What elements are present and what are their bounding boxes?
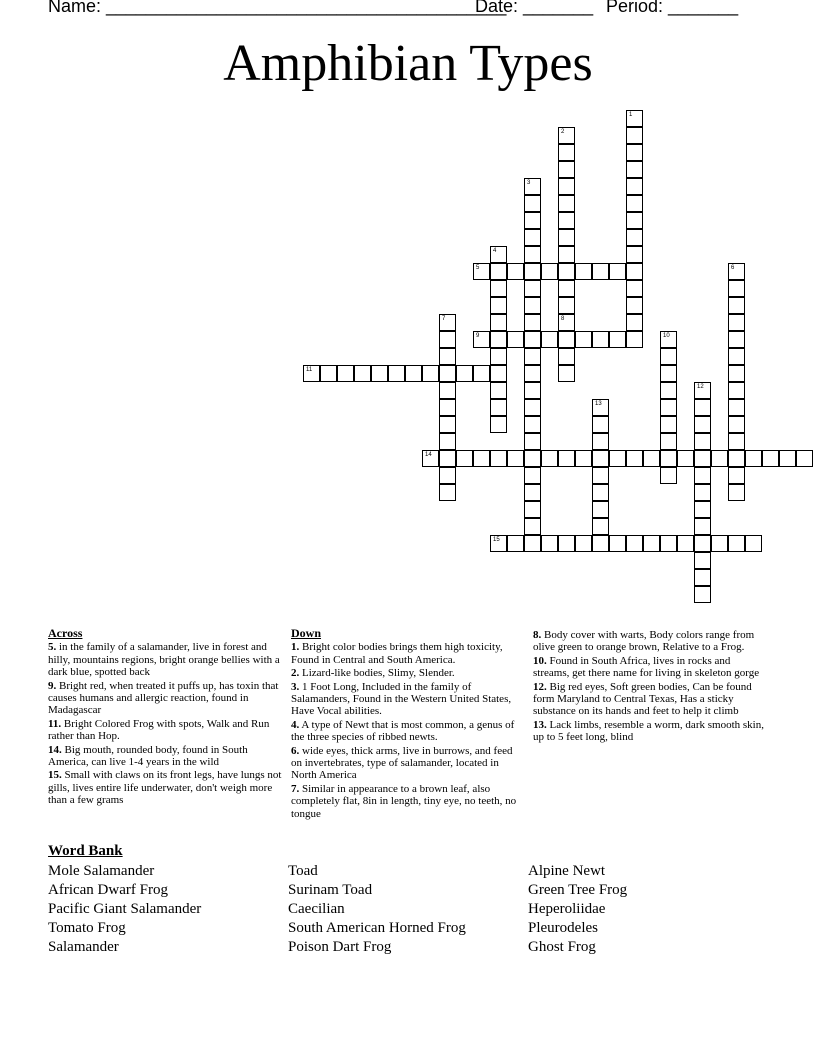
clue-item xyxy=(533,681,768,718)
crossword-cell[interactable] xyxy=(422,365,439,382)
crossword-cell[interactable] xyxy=(626,314,643,331)
word-bank-column-2 xyxy=(288,862,466,957)
crossword-cell[interactable] xyxy=(473,263,490,280)
clue-item xyxy=(291,681,523,718)
crossword-cell[interactable] xyxy=(473,450,490,467)
crossword-cell[interactable] xyxy=(728,484,745,501)
crossword-cell[interactable] xyxy=(490,280,507,297)
clue-item-number: 14. xyxy=(48,743,62,756)
word-bank-item: Heperoliidae xyxy=(528,901,606,917)
crossword-cell[interactable] xyxy=(558,535,575,552)
crossword-cell[interactable] xyxy=(558,263,575,280)
crossword-cell[interactable] xyxy=(524,246,541,263)
crossword-cell[interactable] xyxy=(558,212,575,229)
clue-item-number: 4. xyxy=(291,718,300,731)
crossword-cell[interactable] xyxy=(728,535,745,552)
crossword-cell[interactable] xyxy=(609,331,626,348)
crossword-cell[interactable] xyxy=(524,467,541,484)
crossword-cell[interactable] xyxy=(677,535,694,552)
clue-item-number: 13. xyxy=(533,718,547,731)
crossword-cell[interactable] xyxy=(609,535,626,552)
clue-item-text: Bright Colored Frog with spots, Walk and Run rather than Hop. xyxy=(48,717,270,743)
crossword-cell[interactable] xyxy=(694,586,711,603)
crossword-cell[interactable] xyxy=(762,450,779,467)
clue-item-text: Body cover with warts, Body colors range from olive green to orange brown, Relative to a Frog. xyxy=(533,629,755,654)
crossword-cell[interactable] xyxy=(507,331,524,348)
down-clues-continued xyxy=(533,629,768,745)
clue-item-number: 8. xyxy=(533,629,542,641)
crossword-cell[interactable] xyxy=(592,433,609,450)
crossword-cell[interactable] xyxy=(592,467,609,484)
crossword-cell[interactable] xyxy=(694,501,711,518)
crossword-cell[interactable] xyxy=(524,297,541,314)
crossword-cell[interactable] xyxy=(524,433,541,450)
clue-item-number: 7. xyxy=(291,782,300,795)
word-bank-item: Green Tree Frog xyxy=(528,882,628,898)
crossword-cell[interactable] xyxy=(558,246,575,263)
crossword-cell[interactable] xyxy=(660,348,677,365)
crossword-cell[interactable] xyxy=(490,535,507,552)
crossword-cell[interactable] xyxy=(626,178,643,195)
clue-item xyxy=(533,719,768,744)
crossword-cell[interactable] xyxy=(524,382,541,399)
crossword-cell[interactable] xyxy=(626,263,643,280)
crossword-cell[interactable] xyxy=(626,229,643,246)
crossword-cell[interactable] xyxy=(524,331,541,348)
clue-item-number: 6. xyxy=(291,744,300,757)
crossword-cell[interactable] xyxy=(626,144,643,161)
crossword-cell[interactable] xyxy=(694,484,711,501)
crossword-cell[interactable] xyxy=(303,365,320,382)
crossword-cell[interactable] xyxy=(609,263,626,280)
crossword-cell[interactable] xyxy=(575,263,592,280)
crossword-cell[interactable] xyxy=(524,399,541,416)
crossword-cell[interactable] xyxy=(490,246,507,263)
crossword-cell[interactable] xyxy=(524,450,541,467)
crossword-cell[interactable] xyxy=(558,195,575,212)
crossword-cell[interactable] xyxy=(490,348,507,365)
crossword-cell[interactable] xyxy=(660,450,677,467)
crossword-cell[interactable] xyxy=(456,365,473,382)
word-bank-item: Ghost Frog xyxy=(528,939,596,955)
crossword-cell[interactable] xyxy=(728,365,745,382)
word-bank-item: Poison Dart Frog xyxy=(288,939,392,955)
crossword-cell[interactable] xyxy=(524,280,541,297)
clue-number: 8 xyxy=(561,316,565,322)
crossword-cell[interactable] xyxy=(439,365,456,382)
crossword-cell[interactable] xyxy=(728,450,745,467)
word-bank-heading: Word Bank xyxy=(48,843,123,859)
page-title: Amphibian Types xyxy=(223,35,593,92)
word-bank-column-3 xyxy=(528,862,627,957)
word-bank-column-1 xyxy=(48,862,201,957)
crossword-cell[interactable] xyxy=(694,467,711,484)
clue-item-text: Similar in appearance to a brown leaf, also completely flat, 8in in length, tiny eye, no teeth, no tongue xyxy=(291,782,517,820)
crossword-cell[interactable] xyxy=(660,416,677,433)
crossword-cell[interactable] xyxy=(524,348,541,365)
crossword-cell[interactable] xyxy=(490,314,507,331)
crossword-cell[interactable] xyxy=(575,331,592,348)
crossword-cell[interactable] xyxy=(796,450,813,467)
crossword-cell[interactable] xyxy=(592,501,609,518)
crossword-cell[interactable] xyxy=(626,450,643,467)
crossword-cell[interactable] xyxy=(507,450,524,467)
crossword-cell[interactable] xyxy=(694,535,711,552)
clue-number: 11 xyxy=(306,367,313,373)
clue-item-text: in the family of a salamander, live in forest and hilly, mountains regions, bright orange bellies with a dark blue, spotted back xyxy=(48,641,280,679)
crossword-cell[interactable] xyxy=(694,416,711,433)
crossword-cell[interactable] xyxy=(439,416,456,433)
clue-item-text: wide eyes, thick arms, live in burrows, and feed on invertebrates, type of salamander, located in North America xyxy=(291,744,513,782)
clue-number: 3 xyxy=(527,180,531,186)
crossword-cell[interactable] xyxy=(592,399,609,416)
crossword-cell[interactable] xyxy=(694,399,711,416)
crossword-cell[interactable] xyxy=(524,501,541,518)
crossword-cell[interactable] xyxy=(575,450,592,467)
date-field: Date: _______ xyxy=(475,0,594,16)
word-bank-item: Caecilian xyxy=(288,901,345,917)
word-bank-item: Alpine Newt xyxy=(528,863,606,879)
crossword-cell[interactable] xyxy=(575,535,592,552)
clue-item xyxy=(533,629,768,654)
crossword-cell[interactable] xyxy=(745,450,762,467)
crossword-cell[interactable] xyxy=(660,467,677,484)
clue-item-text: Small with claws on its front legs, have lungs not gills, lives entire life underwater, don't weigh more than a few grams xyxy=(48,769,282,807)
crossword-cell[interactable] xyxy=(609,450,626,467)
crossword-cell[interactable] xyxy=(490,450,507,467)
crossword-cell[interactable] xyxy=(626,195,643,212)
clue-item xyxy=(291,641,523,666)
crossword-cell[interactable] xyxy=(711,535,728,552)
clue-item-text: A type of Newt that is most common, a genus of the three species of ribbed newts. xyxy=(291,718,515,744)
crossword-cell[interactable] xyxy=(694,382,711,399)
crossword-cell[interactable] xyxy=(524,314,541,331)
word-bank-item: South American Horned Frog xyxy=(288,920,466,936)
clue-number: 2 xyxy=(561,129,565,135)
clue-number: 13 xyxy=(595,401,602,407)
clue-item-number: 5. xyxy=(48,641,57,654)
crossword-cell[interactable] xyxy=(728,382,745,399)
crossword-cell[interactable] xyxy=(592,518,609,535)
clue-number: 7 xyxy=(442,316,446,322)
crossword-cell[interactable] xyxy=(490,416,507,433)
crossword-cell[interactable] xyxy=(473,365,490,382)
clue-item-number: 2. xyxy=(291,667,300,680)
crossword-cell[interactable] xyxy=(592,331,609,348)
word-bank-item: Salamander xyxy=(48,939,119,955)
word-bank-item: Toad xyxy=(288,863,318,879)
crossword-cell[interactable] xyxy=(558,365,575,382)
crossword-cell[interactable] xyxy=(558,331,575,348)
clue-item-text: Found in South Africa, lives in rocks and streams, get there name for living in skeleton gorge xyxy=(533,654,760,680)
crossword-cell[interactable] xyxy=(660,399,677,416)
crossword-cell[interactable] xyxy=(456,450,473,467)
crossword-cell[interactable] xyxy=(439,331,456,348)
crossword-cell[interactable] xyxy=(694,569,711,586)
down-clues xyxy=(291,627,523,821)
clue-number: 5 xyxy=(476,265,480,271)
crossword-cell[interactable] xyxy=(626,297,643,314)
word-bank-item: Pleurodeles xyxy=(528,920,598,936)
crossword-cell[interactable] xyxy=(524,518,541,535)
clue-item xyxy=(48,744,283,769)
crossword-cell[interactable] xyxy=(337,365,354,382)
crossword-cell[interactable] xyxy=(439,348,456,365)
crossword-cell[interactable] xyxy=(558,297,575,314)
crossword-cell[interactable] xyxy=(439,467,456,484)
clue-item xyxy=(291,667,523,679)
word-bank-item: African Dwarf Frog xyxy=(48,882,168,898)
clue-number: 1 xyxy=(629,112,633,118)
crossword-cell[interactable] xyxy=(694,552,711,569)
crossword-cell[interactable] xyxy=(473,331,490,348)
crossword-cell[interactable] xyxy=(626,331,643,348)
crossword-cell[interactable] xyxy=(660,382,677,399)
clue-number: 6 xyxy=(731,265,735,271)
crossword-cell[interactable] xyxy=(439,314,456,331)
crossword-cell[interactable] xyxy=(371,365,388,382)
clue-item xyxy=(291,783,523,820)
clue-item xyxy=(48,680,283,717)
clue-number: 12 xyxy=(697,384,704,390)
down-heading: Down xyxy=(291,626,322,640)
crossword-cell[interactable] xyxy=(541,535,558,552)
crossword-cell[interactable] xyxy=(490,297,507,314)
crossword-cell[interactable] xyxy=(439,382,456,399)
crossword-cell[interactable] xyxy=(439,399,456,416)
crossword-cell[interactable] xyxy=(728,331,745,348)
clue-item-text: Bright red, when treated it puffs up, has toxin that causes humans and allergic reaction, found in Madagascar xyxy=(48,679,279,717)
clue-item-text: 1 Foot Long, Included in the family of Salamanders, Found in the Western United States, Have Vocal abilities. xyxy=(291,680,512,718)
crossword-cell[interactable] xyxy=(524,212,541,229)
crossword-cell[interactable] xyxy=(626,280,643,297)
clue-item-number: 11. xyxy=(48,717,62,730)
crossword-cell[interactable] xyxy=(490,331,507,348)
clue-item-number: 12. xyxy=(533,680,547,693)
crossword-cell[interactable] xyxy=(660,433,677,450)
crossword-cell[interactable] xyxy=(507,263,524,280)
crossword-cell[interactable] xyxy=(592,535,609,552)
clue-item xyxy=(533,655,768,680)
clue-item-text: Lack limbs, resemble a worm, dark smooth skin, up to 5 feet long, blind xyxy=(533,718,764,744)
period-field: Period: _______ xyxy=(606,0,739,16)
word-bank-item: Mole Salamander xyxy=(48,863,155,879)
crossword-cell[interactable] xyxy=(626,127,643,144)
crossword-cell[interactable] xyxy=(592,484,609,501)
crossword-cell[interactable] xyxy=(422,450,439,467)
crossword-cell[interactable] xyxy=(558,178,575,195)
crossword-cell[interactable] xyxy=(439,484,456,501)
crossword-cell[interactable] xyxy=(524,263,541,280)
clue-number: 14 xyxy=(425,452,432,458)
crossword-cell[interactable] xyxy=(524,178,541,195)
crossword-cell[interactable] xyxy=(558,280,575,297)
crossword-cell[interactable] xyxy=(388,365,405,382)
crossword-cell[interactable] xyxy=(660,365,677,382)
crossword-cell[interactable] xyxy=(320,365,337,382)
crossword-cell[interactable] xyxy=(728,399,745,416)
crossword-cell[interactable] xyxy=(524,484,541,501)
clue-item xyxy=(291,745,523,782)
crossword-cell[interactable] xyxy=(728,280,745,297)
clue-item-number: 3. xyxy=(291,680,300,693)
crossword-cell[interactable] xyxy=(524,535,541,552)
clue-item xyxy=(48,718,283,743)
crossword-cell[interactable] xyxy=(626,110,643,127)
clue-number: 15 xyxy=(493,537,500,543)
crossword-cell[interactable] xyxy=(541,263,558,280)
crossword-cell[interactable] xyxy=(728,314,745,331)
crossword-cell[interactable] xyxy=(541,450,558,467)
crossword-cell[interactable] xyxy=(558,161,575,178)
crossword-cell[interactable] xyxy=(490,382,507,399)
clue-item xyxy=(48,769,283,806)
crossword-cell[interactable] xyxy=(592,450,609,467)
crossword-cell[interactable] xyxy=(558,144,575,161)
crossword-cell[interactable] xyxy=(490,365,507,382)
crossword-cell[interactable] xyxy=(728,297,745,314)
clue-item-text: Big mouth, rounded body, found in South America, can live 1-4 years in the wild xyxy=(48,743,248,769)
across-clues xyxy=(48,627,283,808)
crossword-cell[interactable] xyxy=(728,467,745,484)
crossword-cell[interactable] xyxy=(694,518,711,535)
clue-item-number: 1. xyxy=(291,641,300,654)
crossword-cell[interactable] xyxy=(728,348,745,365)
crossword-cell[interactable] xyxy=(694,450,711,467)
crossword-cell[interactable] xyxy=(779,450,796,467)
crossword-cell[interactable] xyxy=(626,246,643,263)
crossword-cell[interactable] xyxy=(524,365,541,382)
crossword-cell[interactable] xyxy=(728,416,745,433)
crossword-cell[interactable] xyxy=(592,263,609,280)
crossword-cell[interactable] xyxy=(643,450,660,467)
crossword-cell[interactable] xyxy=(439,450,456,467)
clue-item-number: 15. xyxy=(48,769,62,782)
crossword-cell[interactable] xyxy=(439,433,456,450)
clue-item-text: Bright color bodies brings them high toxicity, Found in Central and South America. xyxy=(291,641,503,666)
word-bank-item: Surinam Toad xyxy=(288,882,373,898)
crossword-cell[interactable] xyxy=(660,331,677,348)
clue-item-number: 9. xyxy=(48,679,57,692)
word-bank-item: Pacific Giant Salamander xyxy=(48,901,202,917)
crossword-cell[interactable] xyxy=(660,535,677,552)
clue-item-text: Lizard-like bodies, Slimy, Slender. xyxy=(299,667,455,680)
crossword-cell[interactable] xyxy=(405,365,422,382)
crossword-cell[interactable] xyxy=(626,535,643,552)
clue-item xyxy=(48,641,283,678)
clue-item xyxy=(291,719,523,744)
crossword-cell[interactable] xyxy=(558,314,575,331)
crossword-cell[interactable] xyxy=(558,127,575,144)
crossword-cell[interactable] xyxy=(694,433,711,450)
clue-item-number: 10. xyxy=(533,654,547,667)
clue-item-text: Big red eyes, Soft green bodies, Can be found form Maryland to Central Texas, Has a sticky substance on its hands and feet to help it climb xyxy=(533,680,752,718)
crossword-cell[interactable] xyxy=(643,535,660,552)
clue-number: 4 xyxy=(493,248,497,254)
crossword-cell[interactable] xyxy=(626,161,643,178)
clue-number: 10 xyxy=(663,333,670,339)
crossword-cell[interactable] xyxy=(626,212,643,229)
crossword-cell[interactable] xyxy=(728,263,745,280)
crossword-cell[interactable] xyxy=(592,416,609,433)
crossword-cell[interactable] xyxy=(677,450,694,467)
across-heading: Across xyxy=(48,626,83,640)
clue-number: 9 xyxy=(476,333,480,339)
crossword-cell[interactable] xyxy=(558,450,575,467)
name-field: Name: ________________________________________ xyxy=(48,0,507,16)
crossword-cell[interactable] xyxy=(354,365,371,382)
crossword-cell[interactable] xyxy=(558,348,575,365)
crossword-cell[interactable] xyxy=(524,229,541,246)
crossword-cell[interactable] xyxy=(728,433,745,450)
crossword-cell[interactable] xyxy=(745,535,762,552)
crossword-cell[interactable] xyxy=(711,450,728,467)
crossword-cell[interactable] xyxy=(524,416,541,433)
crossword-cell[interactable] xyxy=(507,535,524,552)
crossword-cell[interactable] xyxy=(541,331,558,348)
word-bank-item: Tomato Frog xyxy=(48,920,126,936)
crossword-cell[interactable] xyxy=(490,263,507,280)
crossword-cell[interactable] xyxy=(524,195,541,212)
crossword-cell[interactable] xyxy=(558,229,575,246)
crossword-cell[interactable] xyxy=(490,399,507,416)
